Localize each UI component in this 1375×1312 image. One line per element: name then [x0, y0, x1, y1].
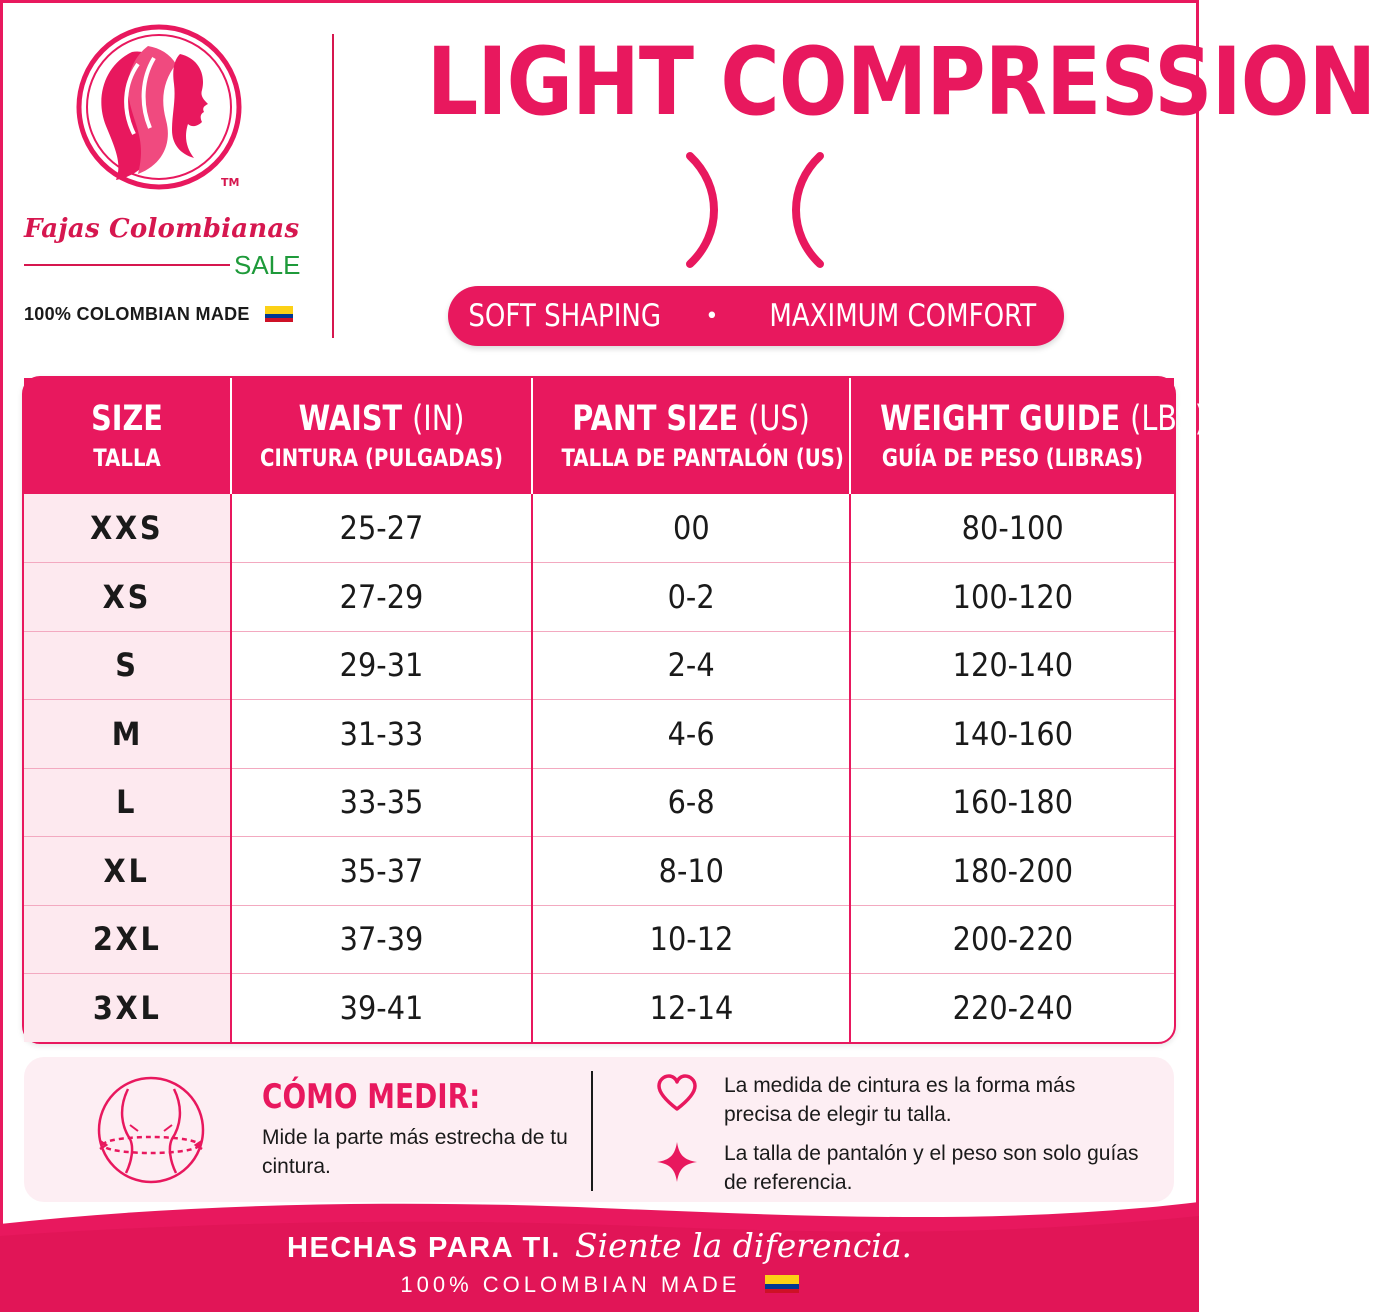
header-divider	[332, 34, 334, 338]
cell-size: 2XL	[24, 905, 231, 974]
cell-size: L	[24, 768, 231, 837]
cell-size: XXS	[24, 494, 231, 563]
note-text: La medida de cintura es la forma más precisa de elegir tu talla.	[724, 1074, 1076, 1126]
cell-waist: 31-33	[231, 700, 532, 769]
column-subtitle: GUÍA DE PESO (LIBRAS)	[881, 443, 1144, 472]
woman-profile-logo-icon	[76, 24, 242, 190]
cell-pant-size: 0-2	[532, 563, 850, 632]
feature-separator: •	[705, 303, 719, 329]
column-header-pant-size	[532, 378, 850, 494]
colombian-made-text: 100% COLOMBIAN MADE	[24, 304, 250, 324]
cell-waist: 33-35	[231, 768, 532, 837]
table-row	[24, 974, 1174, 1043]
column-subtitle: CINTURA (PULGADAS)	[260, 443, 503, 472]
table-row	[24, 700, 1174, 769]
note-item	[656, 1139, 1139, 1199]
table-header-row	[24, 378, 1174, 494]
cell-waist: 39-41	[231, 974, 532, 1043]
footer-slogan-script: Siente la diferencia.	[574, 1226, 912, 1265]
page-title: LIGHT COMPRESSION	[426, 28, 1375, 137]
measure-divider	[591, 1071, 593, 1191]
footer-banner	[0, 1196, 1199, 1312]
cell-pant-size: 6-8	[532, 768, 850, 837]
sparkle-icon	[656, 1141, 698, 1183]
cell-pant-size: 10-12	[532, 905, 850, 974]
brand-logo	[22, 24, 312, 330]
cell-weight: 180-200	[850, 837, 1174, 906]
column-header-weight	[850, 378, 1206, 494]
cell-waist: 35-37	[231, 837, 532, 906]
cell-waist: 29-31	[231, 631, 532, 700]
cell-size: M	[24, 700, 231, 769]
column-subtitle: TALLA DE PANTALÓN (US)	[561, 443, 844, 472]
cell-size: XS	[24, 563, 231, 632]
how-to-measure-panel	[24, 1057, 1174, 1202]
colombian-made-label	[24, 304, 293, 325]
compression-parens-icon	[660, 150, 850, 270]
column-header-waist	[231, 378, 532, 494]
cell-pant-size: 2-4	[532, 631, 850, 700]
cell-weight: 160-180	[850, 768, 1174, 837]
cell-pant-size: 8-10	[532, 837, 850, 906]
cell-waist: 25-27	[231, 494, 532, 563]
brand-name: Fajas Colombianas	[24, 214, 300, 244]
how-to-measure-title: CÓMO MEDIR:	[262, 1077, 481, 1117]
footer-made-label	[0, 1272, 1199, 1298]
cell-pant-size: 00	[532, 494, 850, 563]
table-row	[24, 494, 1174, 563]
brand-sale-label: SALE	[234, 250, 301, 280]
feature-maximum-comfort: MAXIMUM COMFORT	[769, 298, 1037, 334]
cell-size: S	[24, 631, 231, 700]
feature-soft-shaping: SOFT SHAPING	[468, 298, 662, 334]
table-row	[24, 768, 1174, 837]
feature-pill	[448, 286, 1064, 346]
cell-size: 3XL	[24, 974, 231, 1043]
heart-icon	[656, 1073, 698, 1115]
column-title: WEIGHT GUIDE	[880, 399, 1121, 440]
cell-weight: 100-120	[850, 563, 1174, 632]
cell-weight: 200-220	[850, 905, 1174, 974]
note-text: La talla de pantalón y el peso son solo guías de referencia.	[724, 1142, 1139, 1194]
table-row	[24, 563, 1174, 632]
cell-weight: 140-160	[850, 700, 1174, 769]
cell-size: XL	[24, 837, 231, 906]
cell-waist: 37-39	[231, 905, 532, 974]
column-title: WAIST	[298, 399, 403, 440]
colombia-flag-icon	[765, 1275, 799, 1293]
table-row	[24, 631, 1174, 700]
colombia-flag-icon	[265, 306, 293, 322]
waist-measure-icon	[88, 1075, 214, 1185]
cell-weight: 120-140	[850, 631, 1174, 700]
size-table	[22, 376, 1206, 1044]
column-unit: (IN)	[412, 399, 465, 440]
table-row	[24, 905, 1174, 974]
column-header-size	[24, 378, 231, 494]
column-subtitle: TALLA	[93, 443, 161, 472]
brand-divider	[24, 264, 230, 266]
cell-pant-size: 12-14	[532, 974, 850, 1043]
footer-made-text: 100% COLOMBIAN MADE	[400, 1272, 741, 1297]
cell-weight: 220-240	[952, 989, 1073, 1027]
column-title: SIZE	[91, 399, 163, 440]
column-unit: (LBS)	[1130, 399, 1206, 440]
column-title: PANT SIZE	[572, 399, 739, 440]
table-row	[24, 837, 1174, 906]
trademark-symbol: TM	[221, 176, 240, 189]
footer-slogan	[0, 1226, 1199, 1265]
note-item	[656, 1071, 1136, 1131]
column-unit: (US)	[748, 399, 810, 440]
cell-weight: 80-100	[850, 494, 1174, 563]
how-to-measure-text: Mide la parte más estrecha de tu cintura.	[262, 1126, 568, 1178]
cell-waist: 27-29	[231, 563, 532, 632]
cell-pant-size: 4-6	[532, 700, 850, 769]
footer-slogan-bold: HECHAS PARA TI.	[287, 1232, 561, 1264]
